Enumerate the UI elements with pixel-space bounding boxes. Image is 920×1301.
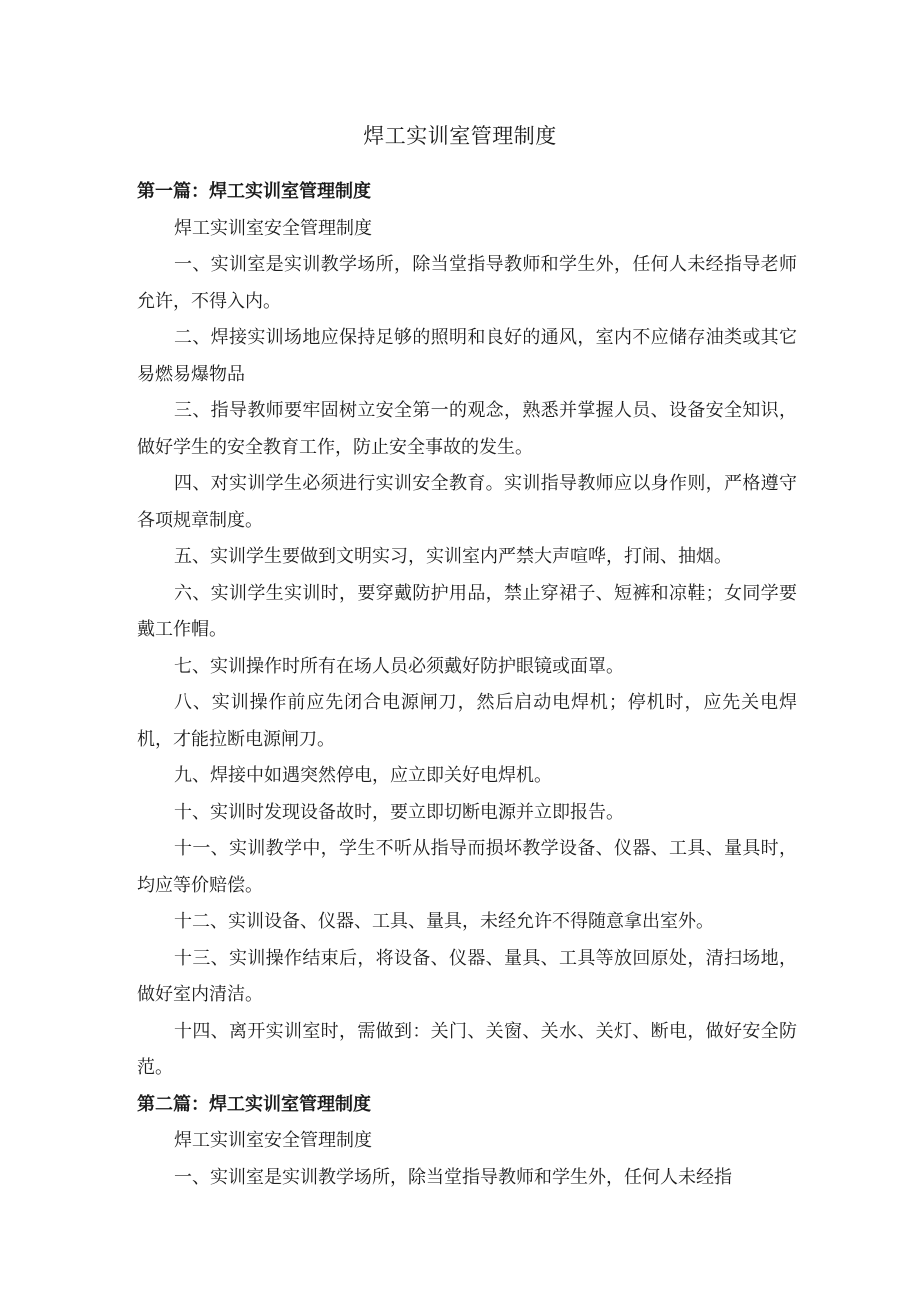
rule-paragraph: 三、指导教师要牢固树立安全第一的观念，熟悉并掌握人员、设备安全知识，做好学生的安全教育工作，防止安全事故的发生。	[137, 400, 797, 458]
section-subtitle-2: 焊工实训室安全管理制度	[174, 1130, 372, 1151]
rule-paragraph: 一、实训室是实训教学场所，除当堂指导教师和学生外，任何人未经指导老师允许，不得入内。	[137, 254, 797, 312]
section-heading-1: 第一篇：焊工实训室管理制度	[137, 181, 371, 202]
rule-paragraph: 十、实训时发现设备故时，要立即切断电源并立即报告。	[174, 801, 624, 823]
rule-paragraph: 十一、实训教学中，学生不听从指导而损坏教学设备、仪器、工具、量具时，均应等价赔偿。	[137, 838, 797, 896]
rule-paragraph: 八、实训操作前应先闭合电源闸刀，然后启动电焊机；停机时，应先关电焊机，才能拉断电源闸刀。	[137, 692, 797, 750]
rule-paragraph: 十二、实训设备、仪器、工具、量具，未经允许不得随意拿出室外。	[174, 911, 714, 932]
rule-paragraph: 五、实训学生要做到文明实习，实训室内严禁大声喧哗，打闹、抽烟。	[174, 546, 732, 567]
rule-paragraph: 一、实训室是实训教学场所，除当堂指导教师和学生外，任何人未经指	[174, 1166, 732, 1188]
section-heading-2: 第二篇：焊工实训室管理制度	[137, 1093, 371, 1115]
document-body	[137, 174, 797, 1196]
rule-paragraph: 六、实训学生实训时，要穿戴防护用品，禁止穿裙子、短裤和凉鞋；女同学要戴工作帽。	[137, 582, 797, 640]
rule-paragraph: 十四、离开实训室时，需做到：关门、关窗、关水、关灯、断电，做好安全防范。	[137, 1020, 797, 1078]
rule-paragraph: 十三、实训操作结束后，将设备、仪器、量具、工具等放回原处，清扫场地，做好室内清洁。	[137, 947, 797, 1005]
rule-paragraph: 四、对实训学生必须进行实训安全教育。实训指导教师应以身作则，严格遵守各项规章制度。	[137, 473, 797, 531]
document-title: 焊工实训室管理制度	[363, 124, 557, 148]
rule-paragraph: 二、焊接实训场地应保持足够的照明和良好的通风，室内不应储存油类或其它易燃易爆物品	[137, 327, 797, 385]
rule-paragraph: 九、焊接中如遇突然停电，应立即关好电焊机。	[174, 765, 552, 786]
section-subtitle-1: 焊工实训室安全管理制度	[174, 217, 372, 239]
rule-paragraph: 七、实训操作时所有在场人员必须戴好防护眼镜或面罩。	[174, 655, 624, 677]
